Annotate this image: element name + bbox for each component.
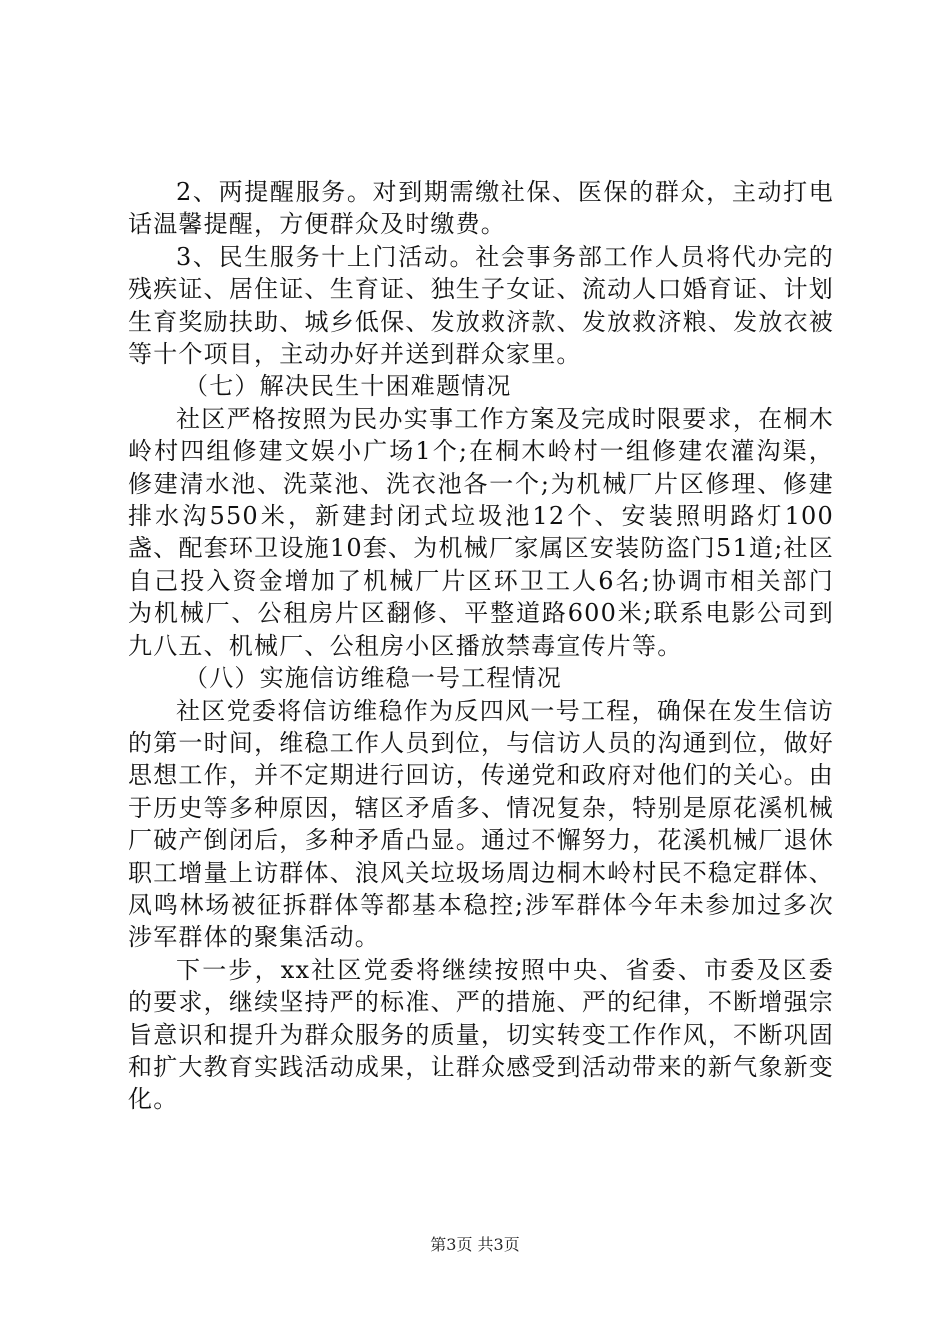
paragraph-reminder-service: 2、两提醒服务。对到期需缴社保、医保的群众，主动打电话温馨提醒，方便群众及时缴费。 xyxy=(128,178,834,239)
document-body xyxy=(128,176,834,1116)
paragraph-next-steps: 下一步，xx社区党委将继续按照中央、省委、市委及区委的要求，继续坚持严的标准、严的措施、严的纪律，不断增强宗旨意识和提升为群众服务的质量，切实转变工作作风，不断巩固和扩大教育实践活动成果，让群众感受到活动带来的新气象新变化。 xyxy=(128,955,834,1114)
paragraph-petition-stability: 社区党委将信访维稳作为反四风一号工程，确保在发生信访的第一时间，维稳工作人员到位，与信访人员的沟通到位，做好思想工作，并不定期进行回访，传递党和政府对他们的关心。由于历史等多种原因，辖区矛盾多、情况复杂，特别是原花溪机械厂破产倒闭后，多种矛盾凸显。通过不懈努力，花溪机械厂退休职工增量上访群体、浪风关垃圾场周边桐木岭村民不稳定群体、凤鸣林场被征拆群体等都基本稳控;涉军群体今年未参加过多次涉军群体的聚集活动。 xyxy=(128,696,834,952)
paragraph-livelihood-projects: 社区严格按照为民办实事工作方案及完成时限要求，在桐木岭村四组修建文娱小广场1个;在桐木岭村一组修建农灌沟渠，修建清水池、洗菜池、洗衣池各一个;为机械厂片区修理、修建排水沟550米，新建封闭式垃圾池12个、安装照明路灯100盏、配套环卫设施10套、为机械厂家属区安装防盗门51道;社区自己投入资金增加了机械厂片区环卫工人6名;协调市相关部门为机械厂、公租房片区翻修、平整道路600米;联系电影公司到九八五、机械厂、公租房小区播放禁毒宣传片等。 xyxy=(128,404,834,660)
paragraph-door-to-door-service: 3、民生服务十上门活动。社会事务部工作人员将代办完的残疾证、居住证、生育证、独生子女证、流动人口婚育证、计划生育奖励扶助、城乡低保、发放救济款、发放救济粮、发放衣被等十个项目，主动办好并送到群众家里。 xyxy=(128,242,834,369)
page-footer: 第3页 共3页 xyxy=(430,1235,520,1254)
section-heading-seven: （七）解决民生十困难题情况 xyxy=(184,372,512,401)
section-heading-eight: （八）实施信访维稳一号工程情况 xyxy=(184,664,562,693)
